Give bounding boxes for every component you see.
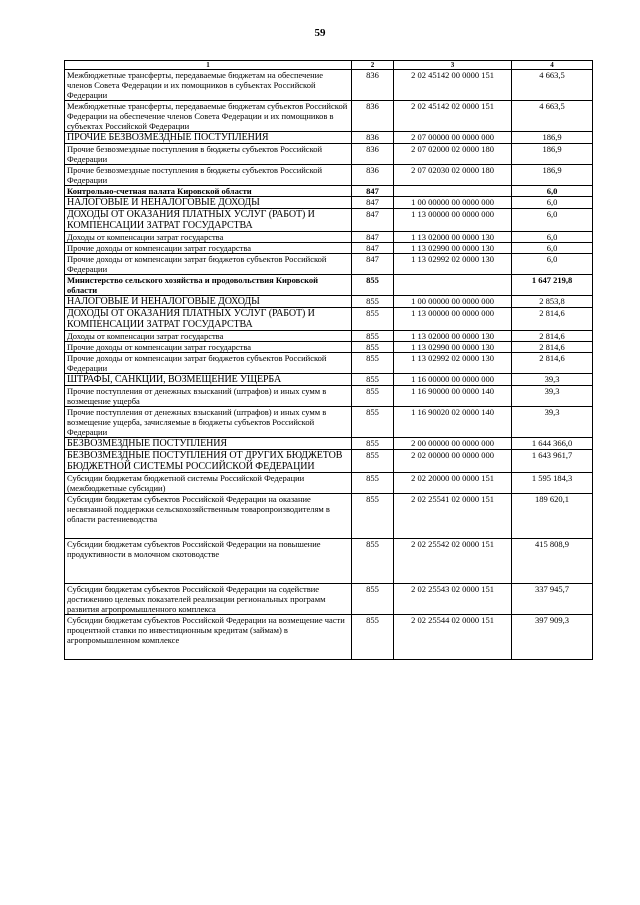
row-kbk-cell: 2 02 25542 02 0000 151 (394, 539, 512, 584)
column-header-4: 4 (512, 61, 593, 70)
row-name-cell: Контрольно-счетная палата Кировской области (65, 186, 352, 197)
table-row (65, 584, 593, 615)
table-row (65, 450, 593, 473)
row-code-cell: 855 (352, 494, 394, 539)
table-row (65, 331, 593, 342)
table-row (65, 407, 593, 438)
row-code-cell: 855 (352, 374, 394, 386)
row-code-cell: 847 (352, 243, 394, 254)
row-code-cell: 855 (352, 407, 394, 438)
row-kbk-cell: 1 13 00000 00 0000 000 (394, 209, 512, 232)
row-name-cell: Доходы от компенсации затрат государства (65, 232, 352, 243)
row-code-cell: 855 (352, 473, 394, 494)
table-row (65, 374, 593, 386)
table-row (65, 144, 593, 165)
row-code-cell: 836 (352, 165, 394, 186)
row-kbk-cell: 1 13 02992 02 0000 130 (394, 254, 512, 275)
row-name-cell: Прочие безвозмездные поступления в бюджеты субъектов Российской Федерации (65, 165, 352, 186)
row-code-cell: 836 (352, 101, 394, 132)
row-amount-cell: 2 814,6 (512, 353, 593, 374)
row-name-cell: Субсидии бюджетам субъектов Российской Федерации на содействие достижению целевых показателей реализации региональных программ развития агропромышленного комплекса (65, 584, 352, 615)
table-row (65, 243, 593, 254)
row-kbk-cell: 1 16 90020 02 0000 140 (394, 407, 512, 438)
row-code-cell: 847 (352, 209, 394, 232)
row-name-cell: Прочие доходы от компенсации затрат бюджетов субъектов Российской Федерации (65, 353, 352, 374)
table-row (65, 342, 593, 353)
row-kbk-cell: 2 02 20000 00 0000 151 (394, 473, 512, 494)
row-amount-cell: 6,0 (512, 254, 593, 275)
row-kbk-cell: 1 13 02000 00 0000 130 (394, 331, 512, 342)
row-kbk-cell: 2 02 25543 02 0000 151 (394, 584, 512, 615)
row-code-cell: 836 (352, 144, 394, 165)
row-amount-cell: 39,3 (512, 386, 593, 407)
row-name-cell: Межбюджетные трансферты, передаваемые бюджетам на обеспечение членов Совета Федерации и их помощников в субъектах Российской Федерации (65, 70, 352, 101)
table-row (65, 254, 593, 275)
row-kbk-cell: 2 02 45142 02 0000 151 (394, 101, 512, 132)
row-code-cell: 855 (352, 615, 394, 660)
table-row (65, 132, 593, 144)
row-code-cell: 855 (352, 308, 394, 331)
row-amount-cell: 1 647 219,8 (512, 275, 593, 296)
row-amount-cell: 186,9 (512, 144, 593, 165)
table-row (65, 101, 593, 132)
row-kbk-cell: 1 13 02000 00 0000 130 (394, 232, 512, 243)
row-amount-cell: 189 620,1 (512, 494, 593, 539)
row-name-cell: ДОХОДЫ ОТ ОКАЗАНИЯ ПЛАТНЫХ УСЛУГ (РАБОТ) И КОМПЕНСАЦИИ ЗАТРАТ ГОСУДАРСТВА (65, 209, 352, 232)
row-kbk-cell: 2 00 00000 00 0000 000 (394, 438, 512, 450)
table-row (65, 209, 593, 232)
table-row (65, 438, 593, 450)
row-amount-cell: 6,0 (512, 209, 593, 232)
row-name-cell: ДОХОДЫ ОТ ОКАЗАНИЯ ПЛАТНЫХ УСЛУГ (РАБОТ) И КОМПЕНСАЦИИ ЗАТРАТ ГОСУДАРСТВА (65, 308, 352, 331)
row-amount-cell: 1 595 184,3 (512, 473, 593, 494)
row-code-cell: 836 (352, 132, 394, 144)
row-name-cell: Субсидии бюджетам субъектов Российской Федерации на оказание несвязанной поддержки сельскохозяйственным товаропроизводителям в области растениеводства (65, 494, 352, 539)
row-kbk-cell: 2 02 25544 02 0000 151 (394, 615, 512, 660)
row-kbk-cell: 2 02 25541 02 0000 151 (394, 494, 512, 539)
row-amount-cell: 2 814,6 (512, 342, 593, 353)
row-kbk-cell: 1 16 90000 00 0000 140 (394, 386, 512, 407)
row-name-cell: НАЛОГОВЫЕ И НЕНАЛОГОВЫЕ ДОХОДЫ (65, 197, 352, 209)
table-row (65, 539, 593, 584)
row-name-cell: Доходы от компенсации затрат государства (65, 331, 352, 342)
table-row (65, 386, 593, 407)
row-amount-cell: 397 909,3 (512, 615, 593, 660)
row-name-cell: Прочие доходы от компенсации затрат государства (65, 243, 352, 254)
row-kbk-cell: 1 13 02990 00 0000 130 (394, 342, 512, 353)
row-amount-cell: 2 853,8 (512, 296, 593, 308)
table-row (65, 615, 593, 660)
row-code-cell: 847 (352, 254, 394, 275)
row-name-cell: НАЛОГОВЫЕ И НЕНАЛОГОВЫЕ ДОХОДЫ (65, 296, 352, 308)
row-kbk-cell: 2 02 00000 00 0000 000 (394, 450, 512, 473)
table-row (65, 473, 593, 494)
row-kbk-cell: 1 13 02990 00 0000 130 (394, 243, 512, 254)
row-name-cell: БЕЗВОЗМЕЗДНЫЕ ПОСТУПЛЕНИЯ ОТ ДРУГИХ БЮДЖЕТОВ БЮДЖЕТНОЙ СИСТЕМЫ РОССИЙСКОЙ ФЕДЕРАЦИИ (65, 450, 352, 473)
revenue-table (64, 60, 593, 660)
row-amount-cell: 4 663,5 (512, 101, 593, 132)
row-kbk-cell: 1 00 00000 00 0000 000 (394, 296, 512, 308)
row-amount-cell: 39,3 (512, 407, 593, 438)
table-row (65, 186, 593, 197)
table-row (65, 308, 593, 331)
row-amount-cell: 1 643 961,7 (512, 450, 593, 473)
row-code-cell: 855 (352, 584, 394, 615)
row-name-cell: ПРОЧИЕ БЕЗВОЗМЕЗДНЫЕ ПОСТУПЛЕНИЯ (65, 132, 352, 144)
table-row (65, 353, 593, 374)
row-amount-cell: 186,9 (512, 165, 593, 186)
row-amount-cell: 2 814,6 (512, 308, 593, 331)
row-amount-cell: 415 808,9 (512, 539, 593, 584)
row-amount-cell: 337 945,7 (512, 584, 593, 615)
column-header-3: 3 (394, 61, 512, 70)
row-amount-cell: 6,0 (512, 232, 593, 243)
row-kbk-cell: 2 07 02030 02 0000 180 (394, 165, 512, 186)
table-row (65, 197, 593, 209)
table-row (65, 296, 593, 308)
row-code-cell: 855 (352, 331, 394, 342)
row-code-cell: 855 (352, 438, 394, 450)
row-amount-cell: 39,3 (512, 374, 593, 386)
row-kbk-cell: 2 07 00000 00 0000 000 (394, 132, 512, 144)
row-name-cell: Субсидии бюджетам бюджетной системы Российской Федерации (межбюджетные субсидии) (65, 473, 352, 494)
table-row (65, 232, 593, 243)
row-amount-cell: 6,0 (512, 197, 593, 209)
row-name-cell: Прочие безвозмездные поступления в бюджеты субъектов Российской Федерации (65, 144, 352, 165)
row-name-cell: Прочие поступления от денежных взысканий (штрафов) и иных сумм в возмещение ущерба, зачисляемые в бюджеты субъектов Российской Федерации (65, 407, 352, 438)
table-row (65, 494, 593, 539)
row-kbk-cell (394, 186, 512, 197)
row-code-cell: 855 (352, 386, 394, 407)
row-name-cell: Прочие доходы от компенсации затрат государства (65, 342, 352, 353)
row-name-cell: Прочие доходы от компенсации затрат бюджетов субъектов Российской Федерации (65, 254, 352, 275)
table-body (65, 70, 593, 660)
page-number: 59 (314, 27, 326, 39)
row-code-cell: 855 (352, 450, 394, 473)
row-kbk-cell (394, 275, 512, 296)
column-header-1: 1 (65, 61, 352, 70)
row-amount-cell: 6,0 (512, 243, 593, 254)
row-amount-cell: 4 663,5 (512, 70, 593, 101)
row-code-cell: 855 (352, 342, 394, 353)
row-name-cell: Субсидии бюджетам субъектов Российской Федерации на возмещение части процентной ставки по инвестиционным кредитам (займам) в агропромышленном комплексе (65, 615, 352, 660)
row-amount-cell: 1 644 366,0 (512, 438, 593, 450)
row-kbk-cell: 1 13 00000 00 0000 000 (394, 308, 512, 331)
row-kbk-cell: 1 00 00000 00 0000 000 (394, 197, 512, 209)
row-name-cell: Субсидии бюджетам субъектов Российской Федерации на повышение продуктивности в молочном скотоводстве (65, 539, 352, 584)
table-row (65, 275, 593, 296)
row-code-cell: 855 (352, 539, 394, 584)
row-code-cell: 855 (352, 296, 394, 308)
row-code-cell: 855 (352, 353, 394, 374)
table-header-row (65, 61, 593, 70)
row-name-cell: Министерство сельского хозяйства и продовольствия Кировской области (65, 275, 352, 296)
row-name-cell: Прочие поступления от денежных взысканий (штрафов) и иных сумм в возмещение ущерба (65, 386, 352, 407)
row-name-cell: Межбюджетные трансферты, передаваемые бюджетам субъектов Российской Федерации на обеспечение членов Совета Федерации и их помощников в субъектах Российской Федерации (65, 101, 352, 132)
row-kbk-cell: 1 16 00000 00 0000 000 (394, 374, 512, 386)
row-amount-cell: 2 814,6 (512, 331, 593, 342)
row-code-cell: 836 (352, 70, 394, 101)
table-row (65, 70, 593, 101)
row-kbk-cell: 2 07 02000 02 0000 180 (394, 144, 512, 165)
row-amount-cell: 186,9 (512, 132, 593, 144)
row-code-cell: 847 (352, 232, 394, 243)
row-code-cell: 847 (352, 186, 394, 197)
row-amount-cell: 6,0 (512, 186, 593, 197)
row-name-cell: БЕЗВОЗМЕЗДНЫЕ ПОСТУПЛЕНИЯ (65, 438, 352, 450)
table-row (65, 165, 593, 186)
row-kbk-cell: 1 13 02992 02 0000 130 (394, 353, 512, 374)
row-name-cell: ШТРАФЫ, САНКЦИИ, ВОЗМЕЩЕНИЕ УЩЕРБА (65, 374, 352, 386)
column-header-2: 2 (352, 61, 394, 70)
row-code-cell: 855 (352, 275, 394, 296)
row-kbk-cell: 2 02 45142 00 0000 151 (394, 70, 512, 101)
row-code-cell: 847 (352, 197, 394, 209)
